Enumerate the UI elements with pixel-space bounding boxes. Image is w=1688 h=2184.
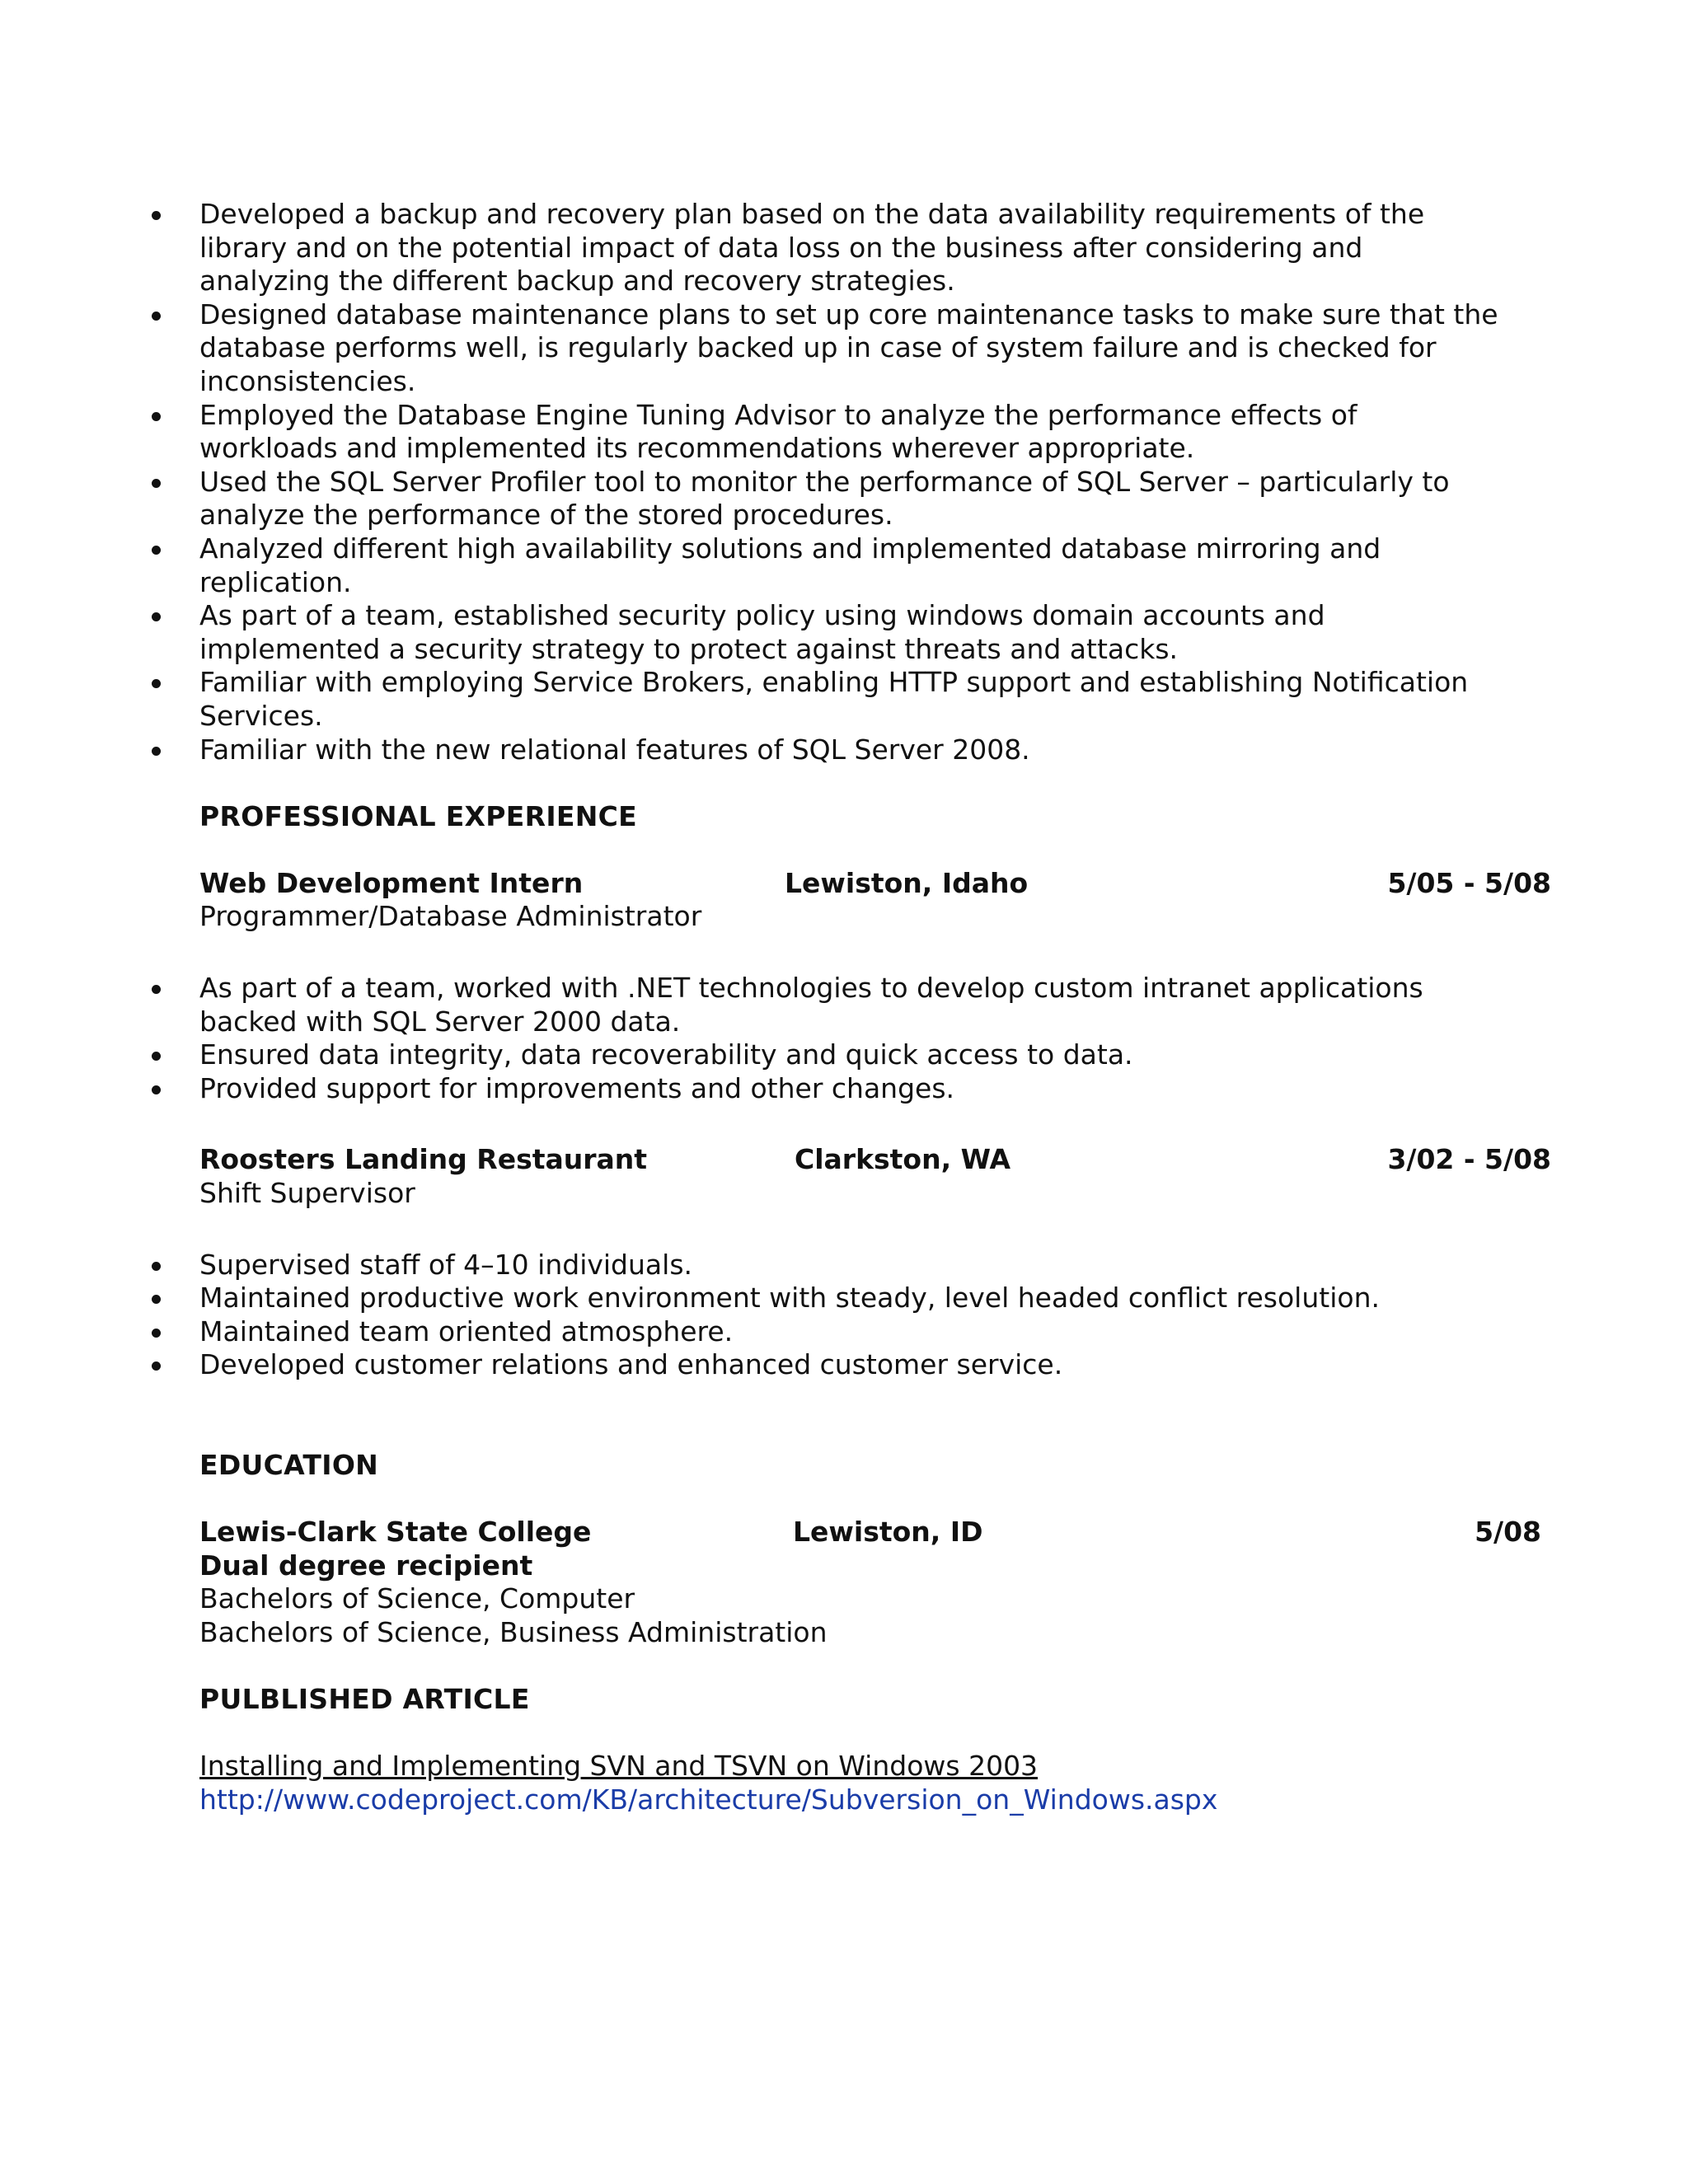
job-bullets <box>101 1249 1502 1382</box>
job-bullets <box>101 972 1502 1105</box>
skills-list <box>101 198 1502 766</box>
list-item: Analyzed different high availability solutions and implemented database mirroring and replication. <box>101 532 1502 599</box>
bullet-icon <box>152 1085 161 1094</box>
section-heading-article: PULBLISHED ARTICLE <box>199 1683 530 1716</box>
job-role: Shift Supervisor <box>199 1177 415 1210</box>
bullet-icon <box>152 1052 161 1061</box>
school-name: Lewis-Clark State College <box>199 1516 592 1549</box>
bullet-icon <box>152 312 161 321</box>
list-item: As part of a team, worked with .NET technologies to develop custom intranet applications backed with SQL Server 2000 data. <box>101 972 1502 1038</box>
job-title: Web Development Intern <box>199 866 584 899</box>
bullet-icon <box>152 679 161 688</box>
bullet-icon <box>152 1329 161 1338</box>
job-dates: 3/02 - 5/08 <box>1387 1143 1551 1176</box>
school-location: Lewiston, ID <box>793 1516 983 1549</box>
article-link[interactable]: http://www.codeproject.com/KB/architecture/Subversion_on_Windows.aspx <box>199 1783 1218 1816</box>
job-title: Roosters Landing Restaurant <box>199 1143 648 1176</box>
bullet-icon <box>152 1295 161 1304</box>
list-item: Familiar with employing Service Brokers, enabling HTTP support and establishing Notification Services. <box>101 666 1502 733</box>
list-item: Designed database maintenance plans to set up core maintenance tasks to make sure that the database performs well, is regularly backed up in case of system failure and is checked for inconsistencies. <box>101 298 1502 399</box>
section-heading-experience: PROFESSIONAL EXPERIENCE <box>199 799 638 832</box>
list-item: Provided support for improvements and other changes. <box>101 1072 1502 1106</box>
list-item: Maintained team oriented atmosphere. <box>101 1315 1502 1349</box>
education-header <box>199 1516 1541 1549</box>
bullet-icon <box>152 612 161 621</box>
bullet-icon <box>152 985 161 994</box>
bullet-icon <box>152 1361 161 1371</box>
bullet-icon <box>152 479 161 488</box>
list-item: Developed customer relations and enhanced customer service. <box>101 1348 1502 1382</box>
list-item: Ensured data integrity, data recoverability and quick access to data. <box>101 1038 1502 1072</box>
resume-content <box>199 198 1551 1817</box>
degree-item: Bachelors of Science, Computer <box>199 1582 635 1615</box>
list-item: Familiar with the new relational features of SQL Server 2008. <box>101 733 1502 767</box>
article-title: Installing and Implementing SVN and TSVN on Windows 2003 <box>199 1750 1039 1783</box>
graduation-date: 5/08 <box>1475 1516 1541 1549</box>
list-item: Supervised staff of 4–10 individuals. <box>101 1249 1502 1282</box>
list-item: Used the SQL Server Profiler tool to monitor the performance of SQL Server – particularly to analyze the performance of the stored procedures. <box>101 466 1502 532</box>
bullet-icon <box>152 412 161 421</box>
job-location: Clarkston, WA <box>795 1143 1011 1176</box>
degree-honor: Dual degree recipient <box>199 1549 533 1582</box>
list-item: Employed the Database Engine Tuning Advisor to analyze the performance effects of workloads and implemented its recommendations wherever appropriate. <box>101 399 1502 466</box>
list-item: Developed a backup and recovery plan based on the data availability requirements of the library and on the potential impact of data loss on the business after considering and analyzing the different backup and recovery strategies. <box>101 198 1502 298</box>
bullet-icon <box>152 747 161 756</box>
bullet-icon <box>152 1262 161 1271</box>
job-dates: 5/05 - 5/08 <box>1387 866 1551 899</box>
bullet-icon <box>152 546 161 555</box>
job-header-2 <box>199 1143 1551 1177</box>
section-heading-education: EDUCATION <box>199 1449 379 1481</box>
job-header-1 <box>199 866 1551 901</box>
list-item: Maintained productive work environment with steady, level headed conflict resolution. <box>101 1282 1419 1315</box>
job-location: Lewiston, Idaho <box>785 866 1029 899</box>
bullet-icon <box>152 211 161 220</box>
degree-item: Bachelors of Science, Business Administration <box>199 1615 828 1648</box>
job-role: Programmer/Database Administrator <box>199 900 702 933</box>
list-item: As part of a team, established security policy using windows domain accounts and implemented a security strategy to protect against threats and attacks. <box>101 599 1502 666</box>
